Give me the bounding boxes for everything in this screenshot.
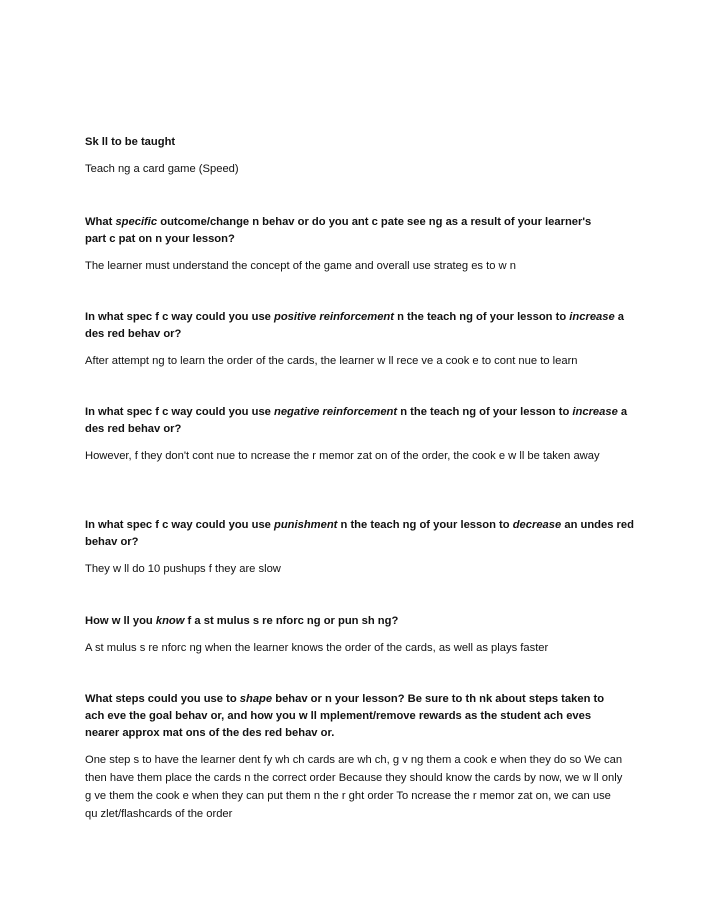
punishment-answer: They w ll do 10 pushups f they are slow	[85, 563, 281, 575]
section-skill	[85, 134, 645, 178]
emphasis-decrease: decrease	[512, 519, 562, 531]
emphasis-positive-reinforcement: positive reinforcement	[274, 311, 394, 323]
section-punishment	[85, 517, 645, 578]
shape-answer: One step s to have the learner dent fy wh ch cards are wh ch, g v ng them a cook e when they do so We can then have them place the cards n the correct order Because they should know the cards by now, we w ll only g ve them the cook e when they can put them n the r ght order To ncrease the r memor zat on, we can use qu zlet/flashcards of the order	[85, 754, 623, 820]
emphasis-specific: specific	[115, 216, 158, 228]
emphasis-shape: shape	[239, 693, 273, 705]
emphasis-increase: increase	[572, 406, 618, 418]
emphasis-punishment: punishment	[274, 519, 338, 531]
punishment-question: In what spec f c way could you use punishment n the teach ng of your lesson to decrease an undes red behav or?	[85, 519, 634, 548]
outcome-question: What specific outcome/change n behav or do you ant c pate see ng as a result of your learner's part c pat on n your lesson?	[85, 216, 592, 245]
positive-reinforcement-answer: After attempt ng to learn the order of the cards, the learner w ll rece ve a cook e to cont nue to learn	[85, 355, 578, 367]
section-know	[85, 613, 645, 657]
skill-answer: Teach ng a card game (Speed)	[85, 163, 239, 175]
know-answer: A st mulus s re nforc ng when the learner knows the order of the cards, as well as plays faster	[85, 642, 549, 654]
emphasis-negative-reinforcement: negative reinforcement	[274, 406, 398, 418]
section-negative-reinforcement	[85, 404, 645, 465]
positive-reinforcement-question: In what spec f c way could you use positive reinforcement n the teach ng of your lesson to increase a des red behav or?	[85, 311, 625, 340]
emphasis-increase: increase	[569, 311, 615, 323]
negative-reinforcement-question: In what spec f c way could you use negative reinforcement n the teach ng of your lesson to increase a des red behav or?	[85, 406, 628, 435]
outcome-answer: The learner must understand the concept of the game and overall use strateg es to w n	[85, 260, 516, 272]
section-positive-reinforcement	[85, 309, 645, 370]
section-shape	[85, 691, 625, 823]
emphasis-know: know	[155, 615, 185, 627]
know-question: How w ll you know f a st mulus s re nforc ng or pun sh ng?	[85, 615, 399, 627]
section-outcome	[85, 214, 605, 275]
skill-heading: Sk ll to be taught	[85, 136, 176, 148]
shape-question: What steps could you use to shape behav or n your lesson? Be sure to th nk about steps taken to ach eve the goal behav or, and how you w ll mplement/remove rewards as the student ach eves nearer approx mat ons of the des red behav or.	[85, 693, 605, 739]
negative-reinforcement-answer: However, f they don't cont nue to ncrease the r memor zat on of the order, the cook e w ll be taken away	[85, 450, 600, 462]
